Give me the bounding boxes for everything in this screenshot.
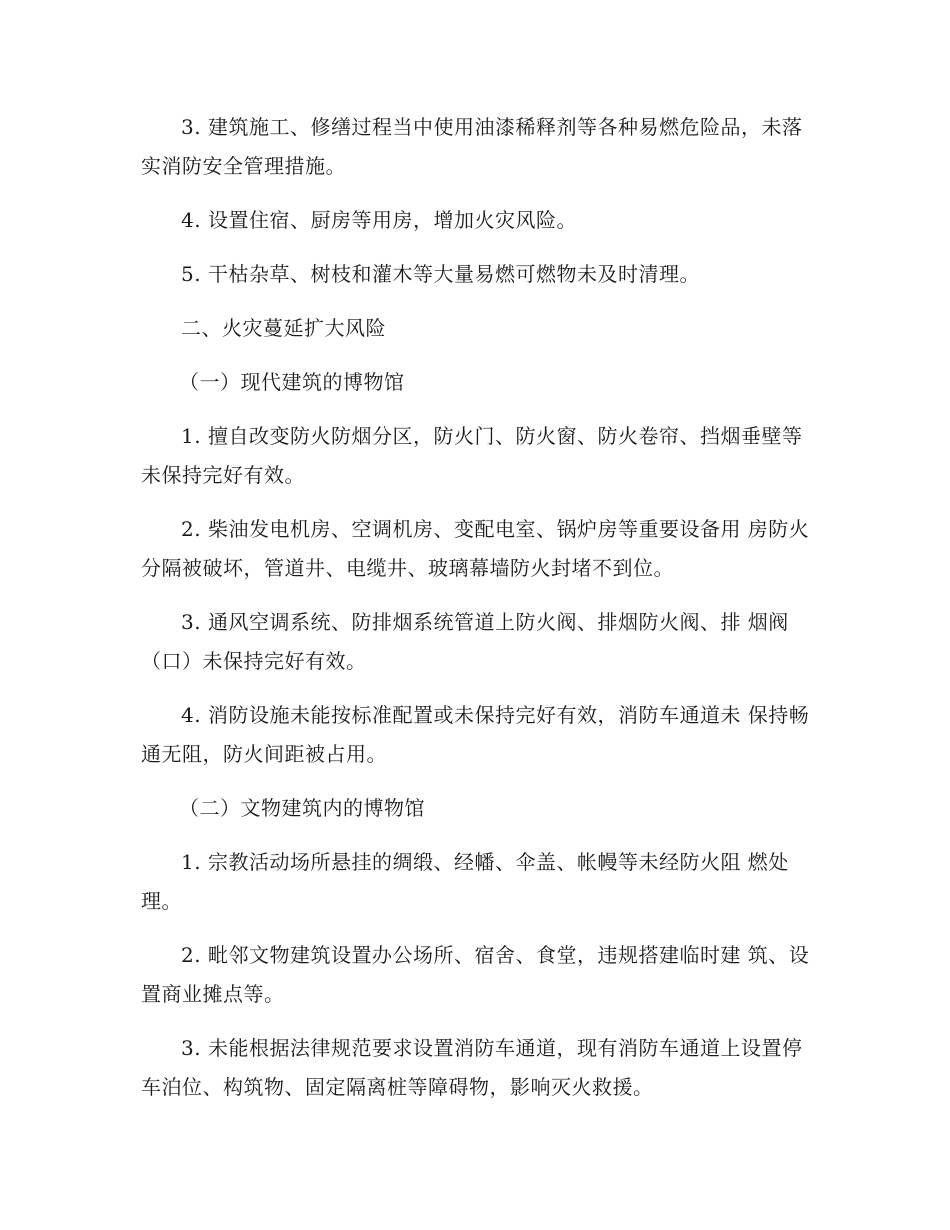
document-body	[141, 108, 811, 1122]
paragraph-item: 3. 建筑施工、修缮过程当中使用油漆稀释剂等各种易燃危险品，未落实消防安全管理措施。	[141, 115, 803, 178]
paragraph-item: 2. 毗邻文物建筑设置办公场所、宿舍、食堂，违规搭建临时建 筑、设置商业摊点等。	[141, 943, 810, 1006]
paragraph-item: 1. 宗教活动场所悬挂的绸缎、经幡、伞盖、帐幔等未经防火阻 燃处理。	[141, 850, 789, 913]
paragraph-item: 4. 消防设施未能按标准配置或未保持完好有效，消防车通道未 保持畅通无阻，防火间距被占用。	[141, 703, 810, 766]
paragraph-item: 1. 擅自改变防火防烟分区，防火门、防火窗、防火卷帘、挡烟垂壁等未保持完好有效。	[141, 424, 803, 487]
paragraph-item: 5. 干枯杂草、树枝和灌木等大量易燃可燃物未及时清理。	[181, 262, 700, 286]
section-heading: 二、火灾蔓延扩大风险	[181, 316, 386, 340]
paragraph-item: 4. 设置住宿、厨房等用房，增加火灾风险。	[181, 208, 577, 232]
paragraph-item: 3. 通风空调系统、防排烟系统管道上防火阀、排烟防火阀、排 烟阀（口）未保持完好有效。	[141, 610, 789, 673]
paragraph-item: 3. 未能根据法律规范要求设置消防车通道，现有消防车通道上设置停车泊位、构筑物、固定隔离桩等障碍物，影响灭火救援。	[141, 1036, 803, 1099]
paragraph-item: 2. 柴油发电机房、空调机房、变配电室、锅炉房等重要设备用 房防火分隔被破坏，管道井、电缆井、玻璃幕墙防火封堵不到位。	[141, 517, 810, 580]
subsection-heading: （二）文物建筑内的博物馆	[179, 796, 425, 820]
subsection-heading: （一）现代建筑的博物馆	[179, 370, 405, 394]
